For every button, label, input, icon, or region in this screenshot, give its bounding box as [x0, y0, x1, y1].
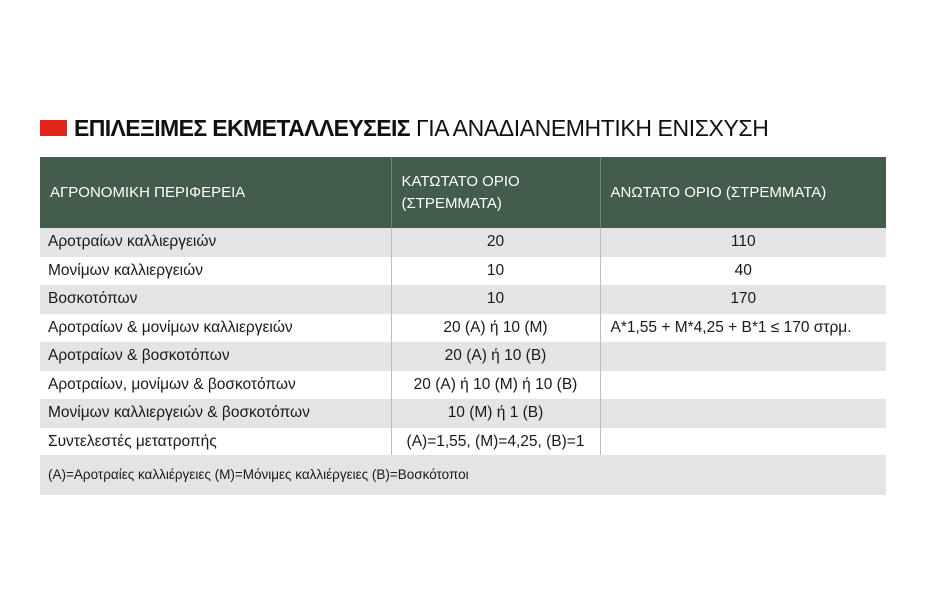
table-row	[40, 314, 886, 343]
cell-max: 110	[600, 228, 886, 257]
cell-min: 10	[391, 285, 600, 314]
header-min-limit: ΚΑΤΩΤΑΤΟ ΟΡΙΟ (ΣΤΡΕΜΜΑΤΑ)	[391, 157, 600, 228]
table-header-row	[40, 157, 886, 228]
cell-min: 10	[391, 257, 600, 286]
table-row	[40, 257, 886, 286]
table-title	[40, 112, 768, 144]
cell-category: Αροτραίων καλλιεργειών	[40, 228, 391, 257]
table-row	[40, 399, 886, 428]
title-regular-text: ΓΙΑ ΑΝΑΔΙΑΝΕΜΗΤΙΚΗ ΕΝΙΣΧΥΣΗ	[416, 114, 769, 141]
header-max-limit: ΑΝΩΤΑΤΟ ΟΡΙΟ (ΣΤΡΕΜΜΑΤΑ)	[600, 157, 886, 228]
header-region: ΑΓΡΟΝΟΜΙΚΗ ΠΕΡΙΦΕΡΕΙΑ	[40, 157, 391, 228]
cell-max: 40	[600, 257, 886, 286]
cell-max: 170	[600, 285, 886, 314]
table-row	[40, 342, 886, 371]
eligibility-table	[40, 157, 886, 456]
table-footnote: (Α)=Αροτραίες καλλιέργειες (Μ)=Μόνιμες καλλιέργειες (Β)=Βοσκότοποι	[40, 455, 886, 495]
cell-min: 20 (Α) ή 10 (Μ) ή 10 (Β)	[391, 371, 600, 400]
cell-max	[600, 342, 886, 371]
cell-max	[600, 428, 886, 457]
title-bold-text: ΕΠΙΛΕΞΙΜΕΣ ΕΚΜΕΤΑΛΛΕΥΣΕΙΣ	[74, 114, 411, 141]
cell-min: 10 (Μ) ή 1 (Β)	[391, 399, 600, 428]
table-row	[40, 428, 886, 457]
cell-min: 20	[391, 228, 600, 257]
cell-max: Α*1,55 + Μ*4,25 + Β*1 ≤ 170 στρμ.	[600, 314, 886, 343]
cell-category: Αροτραίων & βοσκοτόπων	[40, 342, 391, 371]
cell-category: Αροτραίων & μονίμων καλλιεργειών	[40, 314, 391, 343]
cell-category: Βοσκοτόπων	[40, 285, 391, 314]
table-row	[40, 285, 886, 314]
cell-max	[600, 371, 886, 400]
cell-min: 20 (Α) ή 10 (Β)	[391, 342, 600, 371]
cell-category: Μονίμων καλλιεργειών	[40, 257, 391, 286]
table-row	[40, 371, 886, 400]
cell-category: Μονίμων καλλιεργειών & βοσκοτόπων	[40, 399, 391, 428]
title-marker	[40, 120, 67, 136]
cell-category: Αροτραίων, μονίμων & βοσκοτόπων	[40, 371, 391, 400]
cell-category: Συντελεστές μετατροπής	[40, 428, 391, 457]
cell-max	[600, 399, 886, 428]
table-row	[40, 228, 886, 257]
cell-min: 20 (Α) ή 10 (Μ)	[391, 314, 600, 343]
cell-min: (Α)=1,55, (Μ)=4,25, (Β)=1	[391, 428, 600, 457]
